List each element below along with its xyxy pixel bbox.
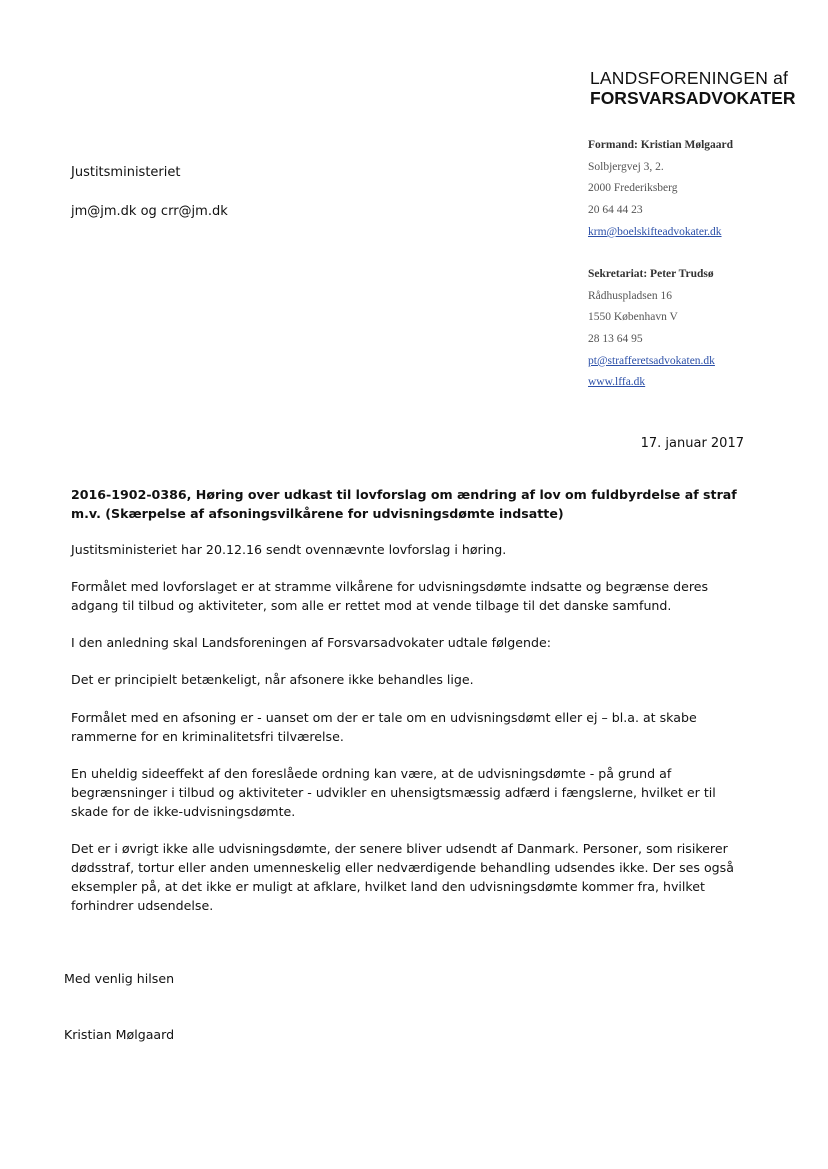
recipient-name: Justitsministeriet <box>71 165 181 180</box>
secretariat-phone: 28 13 64 95 <box>588 333 643 346</box>
paragraph: Det er principielt betænkeligt, når afsonere ikke behandles lige. <box>71 672 474 687</box>
secretariat-heading: Sekretariat: Peter Trudsø <box>588 268 714 280</box>
subject-line: 2016-1902-0386, Høring over udkast til lovforslag om ændring af lov om fuldbyrdelse af straf m.v. (Skærpelse af afsoningsvilkårene for udvisningsdømte indsatte) <box>71 487 737 521</box>
chair-email-link[interactable]: krm@boelskifteadvokater.dk <box>588 225 722 238</box>
letter-date: 17. januar 2017 <box>640 436 744 451</box>
closing-greeting: Med venlig hilsen <box>64 971 175 986</box>
chair-contact-block <box>588 135 808 243</box>
chair-phone: 20 64 44 23 <box>588 204 643 217</box>
chair-city: 2000 Frederiksberg <box>588 182 678 195</box>
signature-name: Kristian Mølgaard <box>64 1027 175 1042</box>
chair-street: Solbjergvej 3, 2. <box>588 160 664 173</box>
paragraph: Det er i øvrigt ikke alle udvisningsdømte, der senere bliver udsendt af Danmark. Personer, som risikerer dødsstraf, tortur eller anden umenneskelig eller nedværdigende behandling udsendes ikke. Der ses også eksempler på, at det ikke er muligt at afklare, hvilket land den udvisningsdømte kommer fra, hvilket forhindrer udsendelse. <box>71 841 734 913</box>
secretariat-email-link[interactable]: pt@strafferetsadvokaten.dk <box>588 354 715 367</box>
recipient-emails: jm@jm.dk og crr@jm.dk <box>71 204 228 219</box>
letterhead-logo <box>590 68 800 108</box>
paragraph: I den anledning skal Landsforeningen af Forsvarsadvokater udtale følgende: <box>71 635 552 650</box>
secretariat-contact-block <box>588 264 808 394</box>
secretariat-street: Rådhuspladsen 16 <box>588 289 673 302</box>
letter-body <box>71 485 751 933</box>
paragraph: Formålet med lovforslaget er at stramme vilkårene for udvisningsdømte indsatte og begrænse deres adgang til tilbud og aktiviteter, som alle er rettet mod at vende tilbage til det danske samfund. <box>71 579 709 613</box>
secretariat-city: 1550 København V <box>588 311 678 324</box>
paragraph: Formålet med en afsoning er - uanset om der er tale om en udvisningsdømt eller ej – bl.a. at skabe rammerne for en kriminalitetsfri tilværelse. <box>71 710 697 744</box>
paragraph: Justitsministeriet har 20.12.16 sendt ovennævnte lovforslag i høring. <box>71 542 507 557</box>
paragraph: En uheldig sideeffekt af den foreslåede ordning kan være, at de udvisningsdømte - på grund af begrænsninger i tilbud og aktiviteter - udvikler en uhensigtsmæssig adfærd i fængslerne, hvilket er til skade for de ikke-udvisningsdømte. <box>71 766 716 819</box>
website-link[interactable]: www.lffa.dk <box>588 376 646 389</box>
logo-line-2: FORSVARSADVOKATER <box>590 88 796 108</box>
logo-line-1: LANDSFORENINGEN af <box>590 68 789 88</box>
chair-heading: Formand: Kristian Mølgaard <box>588 139 734 151</box>
